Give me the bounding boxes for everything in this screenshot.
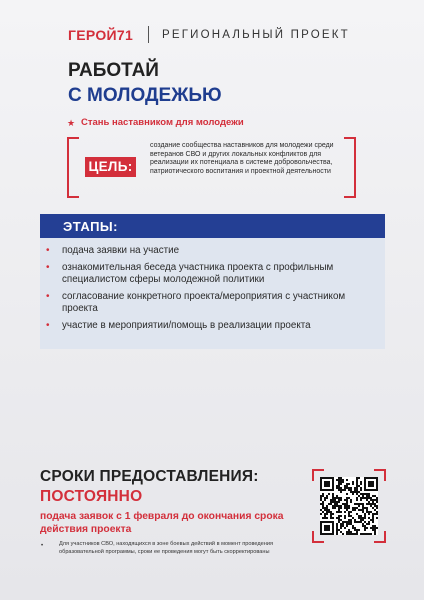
page-title-line2: С МОЛОДЕЖЬЮ: [68, 85, 222, 106]
stage-text: участие в мероприятии/помощь в реализации проекта: [62, 319, 311, 331]
deadline-title: СРОКИ ПРЕДОСТАВЛЕНИЯ:: [40, 468, 259, 485]
bullet-icon: •: [46, 290, 50, 302]
bullet-icon: •: [46, 245, 50, 256]
stage-item: [45, 262, 380, 287]
qr-code-frame[interactable]: [312, 469, 386, 543]
footnote-bullet: •: [41, 543, 44, 549]
stage-item: [45, 320, 380, 333]
stages-title: ЭТАПЫ:: [63, 219, 118, 234]
footnote-text: Для участников СВО, находящихся в зоне боевых действий в момент проведения образовательной программы, сроки ее проведения могут быть скорректированы: [59, 541, 273, 555]
star-icon: ★: [67, 118, 76, 128]
deadline-value: ПОСТОЯННО: [40, 488, 143, 505]
bullet-icon: •: [46, 261, 50, 273]
mentor-tagline: Стань наставником для молодежи: [81, 117, 244, 128]
goal-label-badge: ЦЕЛЬ:: [85, 157, 136, 177]
stage-item: [45, 245, 380, 258]
brand-logo-text: ГЕРОЙ71: [68, 27, 134, 43]
stages-list: [45, 245, 380, 336]
header-subtitle: РЕГИОНАЛЬНЫЙ ПРОЕКТ: [162, 29, 350, 41]
bullet-icon: •: [46, 319, 50, 331]
stage-text: подача заявки на участие: [62, 245, 180, 256]
stage-text: согласование конкретного проекта/мероприятия с участником проекта: [62, 290, 346, 314]
page-title-line1: РАБОТАЙ: [68, 60, 159, 81]
goal-description: создание сообщества наставников для молодежи среди ветеранов СВО и других локальных конфликтов для реализации их потенциала в системе добровольчества, патриотического воспитания и проектной деятельности: [150, 142, 334, 175]
goal-bracket-right: [344, 137, 356, 198]
stage-text: ознакомительная беседа участника проекта с профильным специалистом сферы молодежной политики: [62, 261, 334, 285]
stage-item: [45, 291, 380, 316]
deadline-note: подача заявок с 1 февраля до окончания срока действия проекта: [40, 511, 284, 535]
qr-code[interactable]: [320, 477, 378, 535]
goal-bracket-left: [67, 137, 79, 198]
header-divider: [148, 26, 149, 43]
